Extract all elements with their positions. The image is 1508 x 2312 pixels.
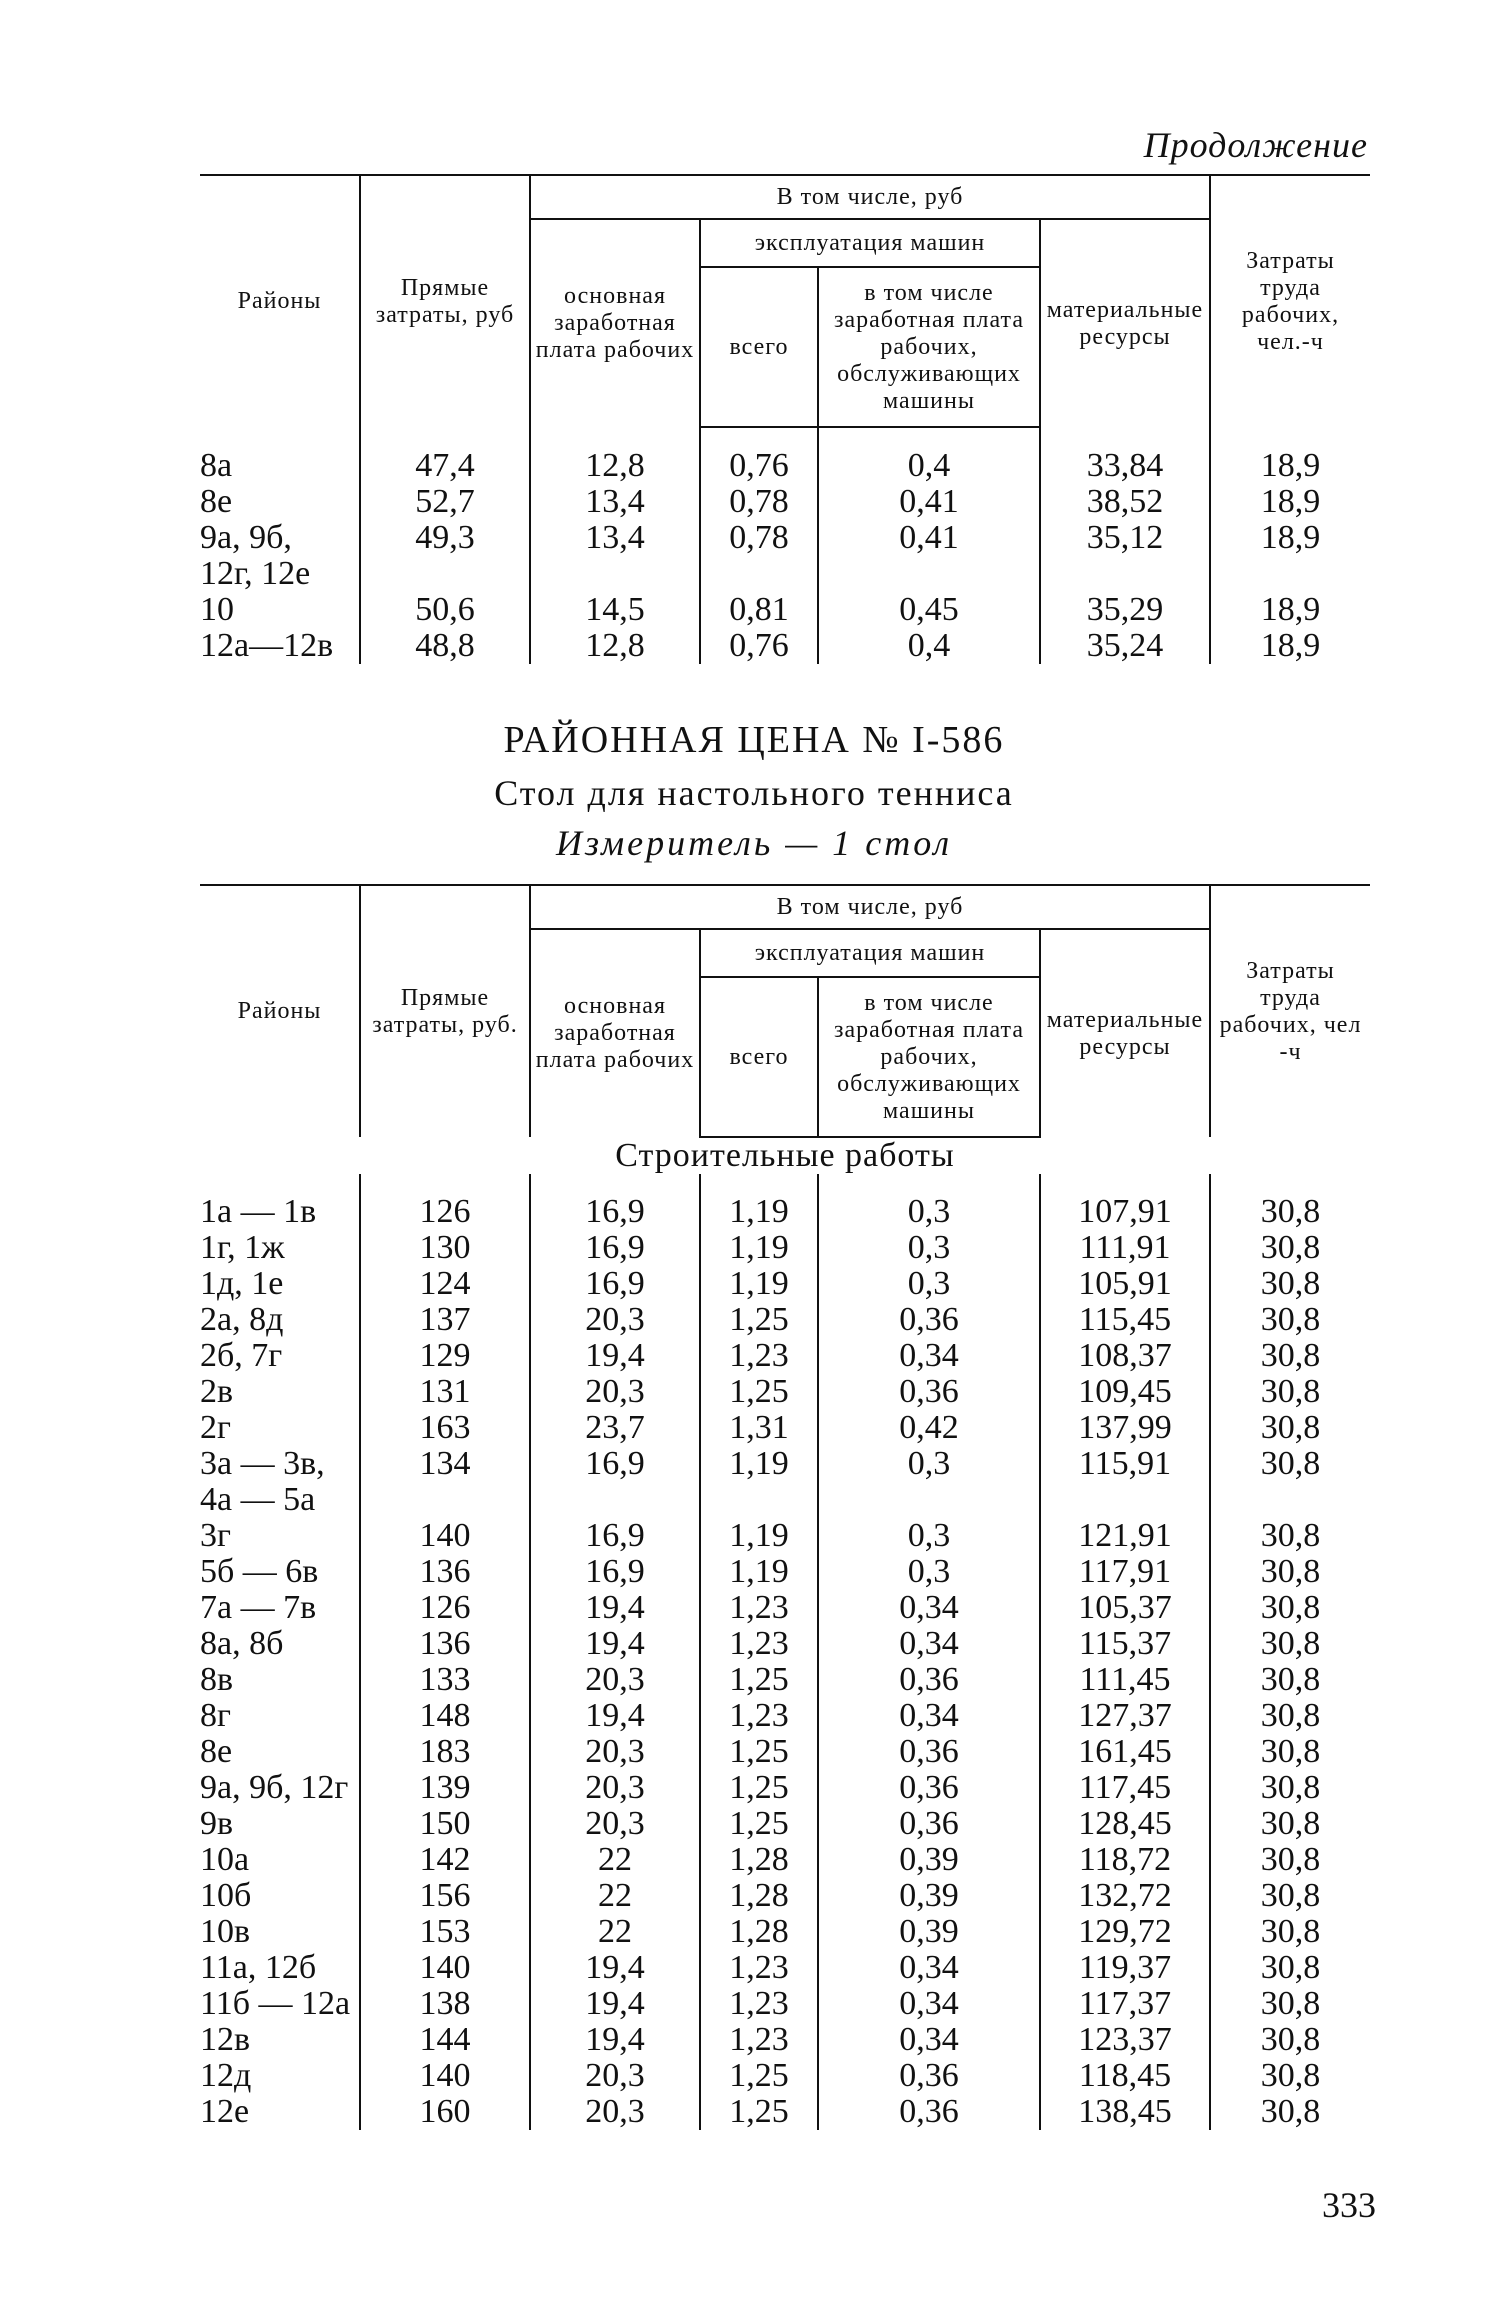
cell-district: 11а, 12б [200, 1949, 317, 1986]
spacer-cell [700, 1174, 818, 1194]
cell-district: 3г [200, 1517, 231, 1554]
table-row [200, 1770, 1370, 1806]
cell-materials: 127,37 [1040, 1698, 1210, 1734]
cell-district: 5б — 6в [200, 1553, 319, 1590]
cell-materials: 105,91 [1040, 1266, 1210, 1302]
cell-machine-total: 1,28 [700, 1914, 818, 1950]
price-table-1 [200, 174, 1370, 664]
table-1-header [200, 175, 1370, 427]
cell-machine-total: 0,78 [700, 520, 818, 592]
cell-machine-wages: 0,3 [818, 1230, 1040, 1266]
cell-base-wages: 13,4 [530, 484, 700, 520]
cell-machine-total: 1,25 [700, 2094, 818, 2130]
cell-base-wages: 19,4 [530, 1698, 700, 1734]
cell-machine-total: 0,76 [700, 448, 818, 484]
cell-machine-total: 1,23 [700, 1590, 818, 1626]
cell-materials: 117,45 [1040, 1770, 1210, 1806]
cell-direct-costs: 140 [360, 1950, 530, 1986]
cell-machine-wages: 0,39 [818, 1842, 1040, 1878]
cell-labor: 30,8 [1210, 1374, 1370, 1410]
cell-materials: 105,37 [1040, 1590, 1210, 1626]
cell-labor: 30,8 [1210, 1302, 1370, 1338]
cell-labor: 30,8 [1210, 1554, 1370, 1590]
cell-machine-wages: 0,4 [818, 448, 1040, 484]
cell-base-wages: 20,3 [530, 1806, 700, 1842]
table-row [200, 1734, 1370, 1770]
cell-machine-wages: 0,36 [818, 2058, 1040, 2094]
cell-district: 12а—12в [200, 627, 334, 664]
cell-labor: 30,8 [1210, 1986, 1370, 2022]
cell-materials: 138,45 [1040, 2094, 1210, 2130]
cell-labor: 18,9 [1210, 592, 1370, 628]
table-row [200, 1446, 1370, 1518]
spacer-row [200, 1174, 1370, 1194]
cell-labor: 30,8 [1210, 1230, 1370, 1266]
cell-district: 12д [200, 2057, 252, 2094]
cell-machine-wages: 0,3 [818, 1554, 1040, 1590]
col-including: В том числе, руб [530, 175, 1210, 219]
cell-direct-costs: 124 [360, 1266, 530, 1302]
cell-labor: 18,9 [1210, 520, 1370, 592]
table-row [200, 1230, 1370, 1266]
spacer-cell [1040, 427, 1210, 448]
cell-district: 8а, 8б [200, 1625, 284, 1662]
cell-district: 9а, 9б, 12г [200, 1769, 349, 1806]
district-price-title: РАЙОННАЯ ЦЕНА № I-586 [503, 719, 1005, 761]
cell-direct-costs: 130 [360, 1230, 530, 1266]
cell-labor: 30,8 [1210, 1842, 1370, 1878]
cell-machine-total: 1,19 [700, 1554, 818, 1590]
cell-machine-total: 1,19 [700, 1446, 818, 1518]
cell-labor: 30,8 [1210, 1806, 1370, 1842]
cell-labor: 30,8 [1210, 1626, 1370, 1662]
cell-base-wages: 16,9 [530, 1554, 700, 1590]
table-row [200, 2094, 1370, 2130]
cell-district: 8в [200, 1661, 234, 1698]
col-machine-total: всего [700, 977, 818, 1137]
table-row [200, 1266, 1370, 1302]
cell-materials: 117,37 [1040, 1986, 1210, 2022]
cell-machine-total: 1,28 [700, 1878, 818, 1914]
col-materials: материальные ресурсы [1040, 219, 1210, 427]
col-machine-total: всего [700, 267, 818, 427]
cell-machine-total: 1,23 [700, 1338, 818, 1374]
col-direct-costs: Прямые затраты, руб. [360, 885, 530, 1137]
cell-materials: 161,45 [1040, 1734, 1210, 1770]
cell-labor: 30,8 [1210, 1518, 1370, 1554]
cell-labor: 30,8 [1210, 1770, 1370, 1806]
cell-direct-costs: 126 [360, 1590, 530, 1626]
cell-direct-costs: 148 [360, 1698, 530, 1734]
cell-base-wages: 19,4 [530, 1626, 700, 1662]
cell-materials: 118,45 [1040, 2058, 1210, 2094]
spacer-cell [700, 427, 818, 448]
cell-materials: 128,45 [1040, 1806, 1210, 1842]
cell-materials: 129,72 [1040, 1914, 1210, 1950]
spacer-cell [818, 427, 1040, 448]
cell-district: 10б [200, 1877, 252, 1914]
cell-direct-costs: 138 [360, 1986, 530, 2022]
cell-district: 8г [200, 1697, 231, 1734]
table-row [200, 592, 1370, 628]
cell-direct-costs: 136 [360, 1554, 530, 1590]
col-districts: Районы [200, 175, 360, 427]
cell-materials: 111,45 [1040, 1662, 1210, 1698]
table-2-body [200, 1137, 1370, 2130]
cell-machine-total: 1,25 [700, 1734, 818, 1770]
cell-district: 1а — 1в [200, 1193, 317, 1230]
cell-machine-wages: 0,39 [818, 1914, 1040, 1950]
table-row [200, 2058, 1370, 2094]
cell-materials: 107,91 [1040, 1194, 1210, 1230]
cell-materials: 121,91 [1040, 1518, 1210, 1554]
cell-materials: 35,12 [1040, 520, 1210, 592]
cell-machine-wages: 0,36 [818, 1374, 1040, 1410]
cell-base-wages: 22 [530, 1914, 700, 1950]
cell-machine-total: 0,81 [700, 592, 818, 628]
cell-direct-costs: 142 [360, 1842, 530, 1878]
cell-direct-costs: 50,6 [360, 592, 530, 628]
cell-machine-wages: 0,34 [818, 2022, 1040, 2058]
col-districts: Районы [200, 885, 360, 1137]
col-machine-operation: эксплуатация машин [700, 219, 1040, 267]
cell-district: 11б — 12а [200, 1985, 351, 2022]
cell-labor: 30,8 [1210, 1734, 1370, 1770]
cell-base-wages: 20,3 [530, 1770, 700, 1806]
cell-direct-costs: 48,8 [360, 628, 530, 664]
cell-direct-costs: 126 [360, 1194, 530, 1230]
cell-machine-wages: 0,45 [818, 592, 1040, 628]
table-row [200, 520, 1370, 592]
cell-district: 1г, 1ж [200, 1229, 285, 1266]
cell-base-wages: 19,4 [530, 2022, 700, 2058]
cell-machine-wages: 0,41 [818, 484, 1040, 520]
cell-base-wages: 16,9 [530, 1230, 700, 1266]
spacer-cell [1210, 1174, 1370, 1194]
cell-machine-total: 1,23 [700, 2022, 818, 2058]
cell-machine-wages: 0,36 [818, 1302, 1040, 1338]
cell-machine-total: 1,19 [700, 1230, 818, 1266]
col-machine-operation: эксплуатация машин [700, 929, 1040, 977]
table-row [200, 1662, 1370, 1698]
cell-materials: 132,72 [1040, 1878, 1210, 1914]
cell-base-wages: 16,9 [530, 1518, 700, 1554]
cell-base-wages: 23,7 [530, 1410, 700, 1446]
section-title: Строительные работы [615, 1137, 955, 1174]
cell-machine-wages: 0,3 [818, 1266, 1040, 1302]
cell-machine-total: 1,19 [700, 1518, 818, 1554]
cell-machine-wages: 0,4 [818, 628, 1040, 664]
cell-district: 7а — 7в [200, 1589, 317, 1626]
col-materials: материальные ресурсы [1040, 929, 1210, 1137]
cell-base-wages: 20,3 [530, 1662, 700, 1698]
cell-machine-wages: 0,36 [818, 1734, 1040, 1770]
cell-machine-wages: 0,3 [818, 1518, 1040, 1554]
cell-machine-total: 1,23 [700, 1950, 818, 1986]
cell-base-wages: 20,3 [530, 1374, 700, 1410]
cell-labor: 30,8 [1210, 1338, 1370, 1374]
cell-materials: 109,45 [1040, 1374, 1210, 1410]
cell-district: 12в [200, 2021, 251, 2058]
cell-machine-wages: 0,34 [818, 1986, 1040, 2022]
spacer-cell [200, 427, 360, 448]
cell-materials: 115,45 [1040, 1302, 1210, 1338]
cell-direct-costs: 150 [360, 1806, 530, 1842]
spacer-cell [530, 427, 700, 448]
spacer-cell [360, 427, 530, 448]
cell-base-wages: 22 [530, 1842, 700, 1878]
cell-machine-wages: 0,36 [818, 1806, 1040, 1842]
table-row [200, 1950, 1370, 1986]
page-number: 333 [1322, 2185, 1376, 2225]
cell-district: 10в [200, 1913, 251, 1950]
spacer-row [200, 427, 1370, 448]
cell-labor: 30,8 [1210, 1914, 1370, 1950]
cell-district: 3а — 3в, 4а — 5а [200, 1445, 325, 1518]
cell-labor: 30,8 [1210, 1266, 1370, 1302]
cell-direct-costs: 160 [360, 2094, 530, 2130]
cell-base-wages: 20,3 [530, 2058, 700, 2094]
cell-direct-costs: 137 [360, 1302, 530, 1338]
cell-labor: 18,9 [1210, 484, 1370, 520]
cell-machine-wages: 0,36 [818, 1662, 1040, 1698]
cell-direct-costs: 47,4 [360, 448, 530, 484]
cell-machine-total: 1,25 [700, 1302, 818, 1338]
col-labor: Затраты труда рабочих, чел.-ч [1210, 175, 1370, 427]
table-row [200, 1374, 1370, 1410]
table-row [200, 1410, 1370, 1446]
cell-machine-total: 1,23 [700, 1626, 818, 1662]
table-row [200, 2022, 1370, 2058]
cell-machine-wages: 0,34 [818, 1626, 1040, 1662]
cell-machine-wages: 0,34 [818, 1338, 1040, 1374]
cell-materials: 33,84 [1040, 448, 1210, 484]
cell-base-wages: 19,4 [530, 1986, 700, 2022]
cell-direct-costs: 134 [360, 1446, 530, 1518]
col-labor: Затраты труда рабочих, чел -ч [1210, 885, 1370, 1137]
cell-machine-total: 1,25 [700, 1374, 818, 1410]
cell-base-wages: 12,8 [530, 628, 700, 664]
spacer-cell [200, 1174, 360, 1194]
cell-materials: 38,52 [1040, 484, 1210, 520]
cell-direct-costs: 131 [360, 1374, 530, 1410]
table-row [200, 628, 1370, 664]
price-table-2 [200, 884, 1370, 2130]
cell-machine-wages: 0,34 [818, 1950, 1040, 1986]
col-base-wages: основная заработная плата рабочих [530, 219, 700, 427]
cell-machine-total: 1,23 [700, 1698, 818, 1734]
cell-machine-wages: 0,34 [818, 1590, 1040, 1626]
cell-labor: 18,9 [1210, 448, 1370, 484]
cell-machine-total: 1,25 [700, 1806, 818, 1842]
spacer-cell [818, 1174, 1040, 1194]
cell-base-wages: 22 [530, 1878, 700, 1914]
cell-district: 12е [200, 2093, 250, 2130]
spacer-cell [1210, 427, 1370, 448]
cell-machine-total: 1,25 [700, 2058, 818, 2094]
cell-labor: 30,8 [1210, 1194, 1370, 1230]
cell-machine-total: 0,78 [700, 484, 818, 520]
cell-machine-total: 1,25 [700, 1662, 818, 1698]
cell-direct-costs: 156 [360, 1878, 530, 1914]
cell-labor: 30,8 [1210, 2022, 1370, 2058]
cell-district: 9в [200, 1805, 234, 1842]
cell-materials: 108,37 [1040, 1338, 1210, 1374]
cell-machine-total: 1,19 [700, 1266, 818, 1302]
col-machine-wages: в том числе заработная плата рабочих, обслуживающих машины [818, 267, 1040, 427]
cell-base-wages: 16,9 [530, 1266, 700, 1302]
cell-materials: 35,29 [1040, 592, 1210, 628]
cell-base-wages: 20,3 [530, 1734, 700, 1770]
table-row [200, 1842, 1370, 1878]
cell-district: 2а, 8д [200, 1301, 284, 1338]
cell-district: 9а, 9б, 12г, 12е [200, 519, 311, 592]
table-row [200, 448, 1370, 484]
continuation-label: Продолжение [1143, 125, 1368, 165]
cell-direct-costs: 129 [360, 1338, 530, 1374]
table-row [200, 1806, 1370, 1842]
col-including: В том числе, руб [530, 885, 1210, 929]
cell-machine-total: 1,31 [700, 1410, 818, 1446]
cell-machine-wages: 0,36 [818, 1770, 1040, 1806]
cell-base-wages: 19,4 [530, 1590, 700, 1626]
measurement-unit: Измеритель — 1 стол [555, 823, 953, 863]
cell-labor: 18,9 [1210, 628, 1370, 664]
cell-machine-total: 1,23 [700, 1986, 818, 2022]
col-direct-costs: Прямые затраты, руб [360, 175, 530, 427]
cell-labor: 30,8 [1210, 1446, 1370, 1518]
cell-district: 8а [200, 447, 233, 484]
cell-machine-total: 0,76 [700, 628, 818, 664]
cell-labor: 30,8 [1210, 1698, 1370, 1734]
cell-machine-total: 1,19 [700, 1194, 818, 1230]
cell-materials: 111,91 [1040, 1230, 1210, 1266]
section-row [200, 1137, 1370, 1174]
cell-district: 2б, 7г [200, 1337, 283, 1374]
cell-district: 2г [200, 1409, 231, 1446]
table-row [200, 1554, 1370, 1590]
cell-machine-wages: 0,36 [818, 2094, 1040, 2130]
cell-base-wages: 14,5 [530, 592, 700, 628]
spacer-cell [360, 1174, 530, 1194]
cell-district: 1д, 1е [200, 1265, 284, 1302]
cell-base-wages: 16,9 [530, 1194, 700, 1230]
table-row [200, 1626, 1370, 1662]
cell-base-wages: 20,3 [530, 1302, 700, 1338]
cell-materials: 115,37 [1040, 1626, 1210, 1662]
cell-district: 10 [200, 591, 234, 628]
cell-materials: 137,99 [1040, 1410, 1210, 1446]
cell-machine-wages: 0,3 [818, 1194, 1040, 1230]
cell-labor: 30,8 [1210, 1410, 1370, 1446]
cell-direct-costs: 140 [360, 2058, 530, 2094]
cell-direct-costs: 144 [360, 2022, 530, 2058]
cell-base-wages: 19,4 [530, 1950, 700, 1986]
cell-base-wages: 13,4 [530, 520, 700, 592]
cell-labor: 30,8 [1210, 2058, 1370, 2094]
cell-direct-costs: 136 [360, 1626, 530, 1662]
cell-machine-wages: 0,39 [818, 1878, 1040, 1914]
cell-machine-wages: 0,3 [818, 1446, 1040, 1518]
cell-base-wages: 19,4 [530, 1338, 700, 1374]
spacer-cell [1040, 1174, 1210, 1194]
table-row [200, 1878, 1370, 1914]
spacer-cell [530, 1174, 700, 1194]
cell-materials: 35,24 [1040, 628, 1210, 664]
table-1-body [200, 427, 1370, 664]
cell-materials: 123,37 [1040, 2022, 1210, 2058]
cell-labor: 30,8 [1210, 1950, 1370, 1986]
col-machine-wages: в том числе заработная плата рабочих, обслуживающих машины [818, 977, 1040, 1137]
cell-labor: 30,8 [1210, 2094, 1370, 2130]
cell-machine-wages: 0,42 [818, 1410, 1040, 1446]
cell-machine-total: 1,28 [700, 1842, 818, 1878]
cell-labor: 30,8 [1210, 1878, 1370, 1914]
cell-direct-costs: 133 [360, 1662, 530, 1698]
cell-machine-wages: 0,41 [818, 520, 1040, 592]
cell-machine-wages: 0,34 [818, 1698, 1040, 1734]
table-row [200, 1914, 1370, 1950]
table-row [200, 1590, 1370, 1626]
cell-materials: 118,72 [1040, 1842, 1210, 1878]
table-row [200, 1698, 1370, 1734]
table-row [200, 484, 1370, 520]
table-row [200, 1194, 1370, 1230]
cell-district: 10а [200, 1841, 250, 1878]
cell-labor: 30,8 [1210, 1662, 1370, 1698]
table-row [200, 1302, 1370, 1338]
cell-district: 8е [200, 483, 233, 520]
cell-direct-costs: 139 [360, 1770, 530, 1806]
cell-direct-costs: 183 [360, 1734, 530, 1770]
cell-direct-costs: 163 [360, 1410, 530, 1446]
table-row [200, 1986, 1370, 2022]
cell-materials: 119,37 [1040, 1950, 1210, 1986]
cell-direct-costs: 52,7 [360, 484, 530, 520]
cell-base-wages: 12,8 [530, 448, 700, 484]
cell-district: 2в [200, 1373, 234, 1410]
cell-district: 8е [200, 1733, 233, 1770]
item-name: Стол для настольного тенниса [494, 773, 1014, 813]
cell-materials: 115,91 [1040, 1446, 1210, 1518]
table-row [200, 1518, 1370, 1554]
cell-direct-costs: 153 [360, 1914, 530, 1950]
table-row [200, 1338, 1370, 1374]
col-base-wages: основная заработная плата рабочих [530, 929, 700, 1137]
cell-direct-costs: 140 [360, 1518, 530, 1554]
cell-labor: 30,8 [1210, 1590, 1370, 1626]
cell-machine-total: 1,25 [700, 1770, 818, 1806]
cell-materials: 117,91 [1040, 1554, 1210, 1590]
cell-base-wages: 20,3 [530, 2094, 700, 2130]
cell-base-wages: 16,9 [530, 1446, 700, 1518]
cell-direct-costs: 49,3 [360, 520, 530, 592]
table-2-header [200, 885, 1370, 1137]
